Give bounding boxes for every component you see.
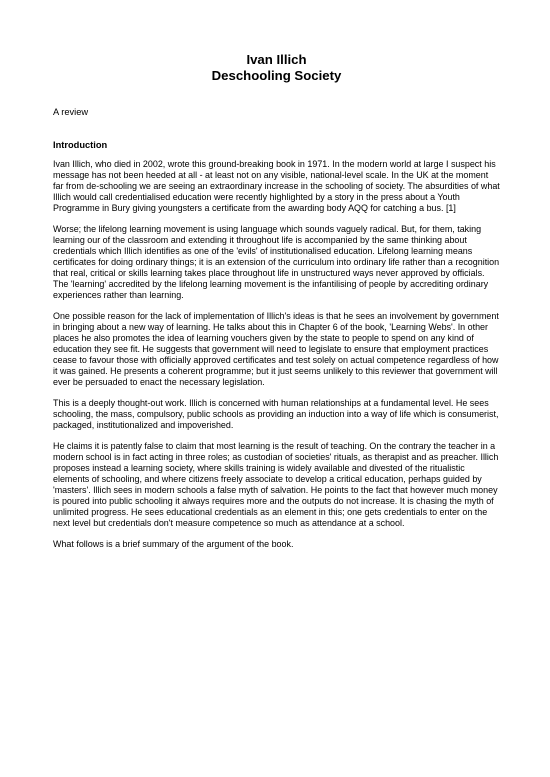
book-title: Deschooling Society bbox=[211, 68, 342, 83]
paragraph: He claims it is patently false to claim that most learning is the result of teaching. On the contrary the teacher in a modern school is in fact acting in three roles; as custodian of societies' rituals, as therapist and as preacher. Illich proposes instead a learning society, where skills training is widely available and divested of the ritualistic elements of schooling, and where citizens freely associate to develop a critical education, perhaps guided by 'masters'. Illich sees in modern schools a false myth of salvation. He points to the fact that however much money is poured into public schooling it always requires more and the outputs do not increase. It is chasing the myth of unlimited progress. He sees educational credentials as an element in this; one gets credentials to enter on the next level but credentials don't measure competence so much as attendance at a school. bbox=[53, 441, 499, 528]
section-heading: Introduction bbox=[53, 140, 108, 150]
title-block bbox=[53, 52, 500, 84]
author-title: Ivan Illich bbox=[246, 52, 307, 67]
paragraph: Worse; the lifelong learning movement is using language which sounds vaguely radical. But, for them, taking learning our of the classroom and extending it throughout life is accompanied by the same thinking about credentials which Illich identifies as one of the 'evils' of institutionalised education. Lifelong learning means certificates for doing ordinary things; it is an extension of the curriculum into ordinary life rather than a recognition that real, critical or skills learning takes place throughout life in unstructured ways never approved by officials. The 'learning' accredited by the lifelong learning movement is the infantilising of people by accrediting ordinary experiences rather than learning. bbox=[53, 224, 500, 300]
paragraph: What follows is a brief summary of the argument of the book. bbox=[53, 539, 294, 549]
paragraph: This is a deeply thought-out work. Illich is concerned with human relationships at a fundamental level. He sees schooling, the mass, compulsory, public schools as providing an induction into a way of life which is consumerist, packaged, institutionalized and impoverished. bbox=[53, 398, 499, 430]
paragraph: Ivan Illich, who died in 2002, wrote this ground-breaking book in 1971. In the modern world at large I suspect his message has not been heeded at all - at least not on any visible, national-level scale. In the UK at the moment far from de-schooling we are seeing an extraordinary increase in the schooling of society. The absurdities of what Illich would call credentialised education were recently highlighted by a story in the press about a Youth Programme in Bury giving youngsters a certificate from the awarding body AQQ for catching a bus. [1] bbox=[53, 159, 500, 213]
paragraph: One possible reason for the lack of implementation of Illich's ideas is that he sees an involvement by government in bringing about a new way of learning. He talks about this in Chapter 6 of the book, 'Learning Webs'. In other places he also promotes the idea of learning vouchers given by the state to people to spend on any kind of education they see fit. He suggests that government will need to legislate to ensure that employment practices cease to favour those with officially approved certificates and test solely on actual competence regardless of how it was gained. He presents a coherent programme; but it just seems unlikely to this reviewer that government will ever be persuaded to enact the necessary legislation. bbox=[53, 311, 499, 387]
document-subtitle: A review bbox=[53, 107, 89, 117]
